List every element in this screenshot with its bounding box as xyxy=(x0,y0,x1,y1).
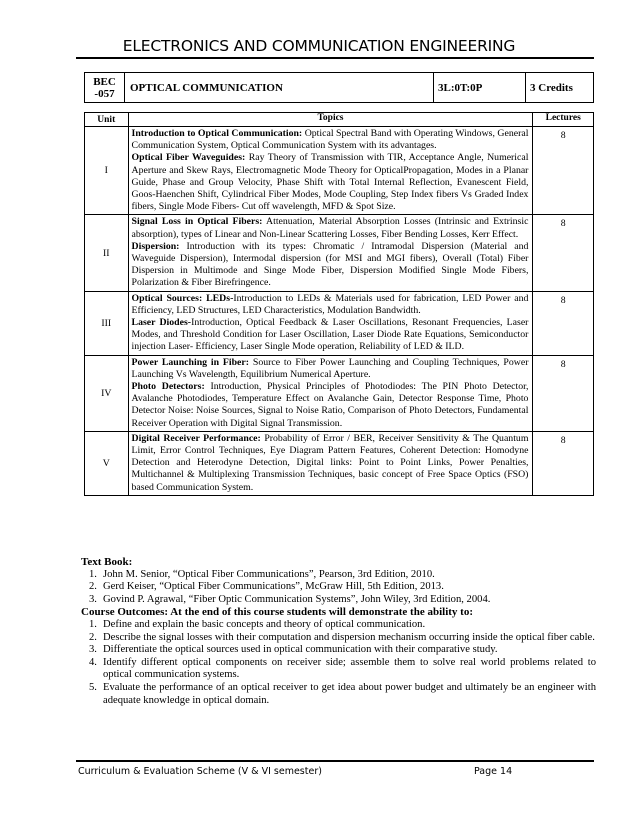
topic-heading: Optical Fiber Waveguides: xyxy=(131,152,246,164)
lecture-count: 8 xyxy=(533,291,594,355)
page-header-title: ELECTRONICS AND COMMUNICATION ENGINEERING xyxy=(122,37,516,55)
topic-text: Probability of Error / BER, Receiver Sensitivity & The Quantum Limit, Error Control Techniques, Eye Diagram Pattern Features, Coherent Detection: Homodyne Detection and Heterodyne Detection, Digital links: Point to Point Links, Power Penalties, Multichannel & Multiplexing Transmission Techniques, basic concept of Free Space Optics (FSO) based Communication System. xyxy=(131,432,529,493)
topic-paragraph xyxy=(132,241,529,290)
topic-paragraph xyxy=(132,152,529,213)
topic-text: Introduction, Optical Feedback & Laser Oscillations, Resonant Frequencies, Laser Modes, and Threshold Condition for Laser Oscillation, Laser Diode Rate Equations, Semiconductor injection Laser- Efficiency, Laser Single Mode operation, Reliability of LED & ILD. xyxy=(131,317,529,353)
course-credits: 3 Credits xyxy=(530,81,573,94)
table-row xyxy=(85,355,594,431)
lecture-count: 8 xyxy=(533,215,594,291)
unit-number: II xyxy=(85,215,129,291)
topic-heading: Digital Receiver Performance: xyxy=(131,432,261,444)
list-number: 2. xyxy=(89,581,97,593)
list-number: 5. xyxy=(89,681,97,693)
list-number: 1. xyxy=(89,618,97,630)
list-text: Evaluate the performance of an optical receiver to get idea about power budget and ultimately be an engineer with adequate knowledge in optical domain. xyxy=(103,681,596,706)
table-row xyxy=(85,215,594,291)
unit-number: IV xyxy=(85,355,129,431)
outcome-item xyxy=(81,632,596,645)
course-code-line1: BEC xyxy=(93,75,116,88)
unit-number: III xyxy=(85,291,129,355)
footer-left: Curriculum & Evaluation Scheme (V & VI semester) xyxy=(78,766,322,777)
textbook-item xyxy=(81,581,596,594)
unit-topics xyxy=(128,291,533,355)
list-text: Gerd Keiser, “Optical Fiber Communications”, McGraw Hill, 5th Edition, 2013. xyxy=(103,581,444,593)
topic-heading: Laser Diodes- xyxy=(131,317,192,329)
course-code-line2: -057 xyxy=(94,87,115,100)
outcome-item xyxy=(81,644,596,657)
table-header-row xyxy=(85,113,594,127)
page-number: Page 14 xyxy=(474,766,513,777)
list-number: 3. xyxy=(89,593,97,605)
list-text: Define and explain the basic concepts and theory of optical communication. xyxy=(103,618,426,630)
outcome-item xyxy=(81,657,596,682)
unit-number: V xyxy=(85,431,129,495)
course-title: OPTICAL COMMUNICATION xyxy=(125,73,434,102)
topic-heading: Dispersion: xyxy=(131,240,180,252)
topic-text: Introduction to LEDs & Materials used for fabrication, LED Power and Efficiency, LED Structures, LED Characteristics, Modulation Bandwidth. xyxy=(131,292,529,316)
table-row xyxy=(85,431,594,495)
lecture-count: 8 xyxy=(533,431,594,495)
topic-paragraph xyxy=(132,128,529,152)
header-unit: Unit xyxy=(85,113,129,127)
topic-text: Attenuation, Material Absorption Losses (Intrinsic and Extrinsic absorption), types of Linear and Non-Linear Scattering Losses, Fiber Bending Losses, Kerr Effect. xyxy=(131,216,529,240)
topic-text: Introduction with its types: Chromatic / Intramodal Dispersion (Material and Waveguide Dispersion), Intermodal dispersion (for MSI and MGI fibers), Overall (Total) Fiber Dispersion in Multimode and Singe Mode Fiber, Dispersion Modified Single Mode Fibers, Polarization & Fiber Birefringence. xyxy=(131,240,529,289)
list-number: 2. xyxy=(89,631,97,643)
course-ltp: 3L:0T:0P xyxy=(434,73,526,102)
topic-paragraph xyxy=(132,433,529,494)
footer-rule xyxy=(76,760,594,762)
list-text: Identify different optical components on receiver side; assemble them to solve real world problems related to optical communication systems. xyxy=(103,656,596,681)
outcome-item xyxy=(81,619,596,632)
textbook-item xyxy=(81,569,596,582)
table-row xyxy=(85,291,594,355)
topic-paragraph xyxy=(132,357,529,381)
unit-topics xyxy=(128,355,533,431)
topic-heading: Photo Detectors: xyxy=(131,381,205,393)
topic-paragraph xyxy=(132,216,529,240)
topic-text: Optical Spectral Band with Operating Windows, General Communication System, Optical Communication System with its advantages. xyxy=(131,128,529,152)
list-text: Differentiate the optical sources used in optical communication with their comparative study. xyxy=(103,644,498,656)
list-text: Describe the signal losses with their computation and dispersion mechanism occurring inside the optical fiber cable. xyxy=(103,631,595,643)
topic-text: Introduction, Physical Principles of Photodiodes: The PIN Photo Detector, Avalanche Photodiodes, Temperature Effect on Avalanche Gain, Detector Response Time, Photo Detector Noise: Noise Sources, Signal to Noise Ratio, Comparison of Photo Detectors, Fundamental Receiver Operation with Digital Signal Transmission. xyxy=(131,381,529,429)
textbook-heading: Text Book: xyxy=(81,556,133,568)
list-number: 4. xyxy=(89,656,97,668)
topic-heading: Signal Loss in Optical Fibers: xyxy=(131,216,263,228)
header-topics: Topics xyxy=(128,113,533,127)
table-row xyxy=(85,127,594,215)
list-number: 3. xyxy=(89,644,97,656)
list-text: John M. Senior, “Optical Fiber Communications”, Pearson, 3rd Edition, 2010. xyxy=(103,568,435,580)
lecture-count: 8 xyxy=(533,127,594,215)
syllabus-table xyxy=(84,112,594,496)
outcomes-heading: Course Outcomes: At the end of this course students will demonstrate the ability to: xyxy=(81,606,473,619)
lower-section xyxy=(81,556,596,707)
textbook-list xyxy=(81,569,596,607)
topic-heading: Optical Sources: LEDs- xyxy=(131,292,234,304)
course-code xyxy=(85,73,125,102)
unit-topics xyxy=(128,127,533,215)
topic-heading: Introduction to Optical Communication: xyxy=(131,128,303,139)
topic-heading: Power Launching in Fiber: xyxy=(131,356,250,368)
topic-paragraph xyxy=(132,293,529,317)
textbook-item xyxy=(81,594,596,607)
outcomes-list xyxy=(81,619,596,707)
unit-topics xyxy=(128,215,533,291)
unit-topics xyxy=(128,431,533,495)
topic-paragraph xyxy=(132,381,529,430)
header-lectures: Lectures xyxy=(533,113,594,127)
topic-text: Source to Fiber Power Launching and Coupling Techniques, Power Launching Vs Wavelength, Equilibrium Numerical Aperture. xyxy=(131,356,529,380)
outcome-item xyxy=(81,682,596,707)
topic-paragraph xyxy=(132,317,529,354)
header-rule xyxy=(76,57,594,59)
list-number: 1. xyxy=(89,568,97,580)
course-info-box xyxy=(84,72,594,103)
list-text: Govind P. Agrawal, “Fiber Optic Communication Systems”, John Wiley, 3rd Edition, 2004. xyxy=(103,593,491,605)
unit-number: I xyxy=(85,127,129,215)
topic-text: Ray Theory of Transmission with TIR, Acceptance Angle, Numerical Aperture and Skew Rays, Electromagnetic Mode Theory for OpticalPropagation, Modes in a Planar Guide, Phase and Group Velocity, Phase Shift with Total Internal Reflection, Evanescent Field, Goos-Haenchen Shift, Cylindrical Fiber Modes, Mode Coupling, Step Index fibers Vs Graded Index fibers, Single Mode Fibers- Cut off wavelength, MFD & Spot Size. xyxy=(131,152,529,213)
lecture-count: 8 xyxy=(533,355,594,431)
